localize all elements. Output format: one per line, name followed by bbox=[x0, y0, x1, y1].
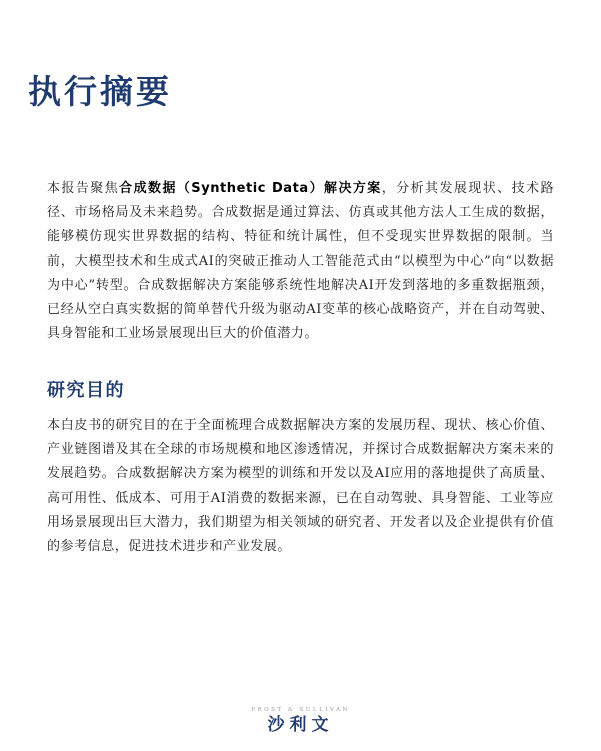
frost-sullivan-logo bbox=[0, 706, 601, 736]
logo-chinese-text: 沙利文 bbox=[267, 715, 334, 735]
research-purpose-paragraph: 本白皮书的研究目的在于全面梳理合成数据解决方案的发展历程、现状、核心价值、产业链图谱及其在全球的市场规模和地区渗透情况，并探讨合成数据解决方案未来的发展趋势。合成数据解决方案为模型的训练和开发以及AI应用的落地提供了高质量、高可用性、低成本、可用于AI消费的数据来源，已在自动驾驶、具身智能、工业等应用场景展现出巨大潜力，我们期望为相关领域的研究者、开发者以及企业提供有价值的参考信息，促进技术进步和产业发展。 bbox=[47, 418, 554, 555]
research-purpose-heading: 研究目的 bbox=[47, 380, 125, 401]
summary-lead-text: 本报告聚焦 bbox=[47, 181, 120, 196]
summary-body-text: ，分析其发展现状、技术路径、市场格局及未来趋势。合成数据是通过算法、仿真或其他方法人工生成的数据，能够模仿现实世界数据的结构、特征和统计属性，但不受现实世界数据的限制。当前，大模型技术和生成式AI的突破正推动人工智能范式由“以模型为中心”向“以数据为中心”转型。合成数据解决方案能够系统性地解决AI开发到落地的多重数据瓶颈，已经从空白真实数据的简单替代升级为驱动AI变革的核心战略资产，并在自动驾驶、具身智能和工业场景展现出巨大的价值潜力。 bbox=[47, 181, 554, 342]
summary-bold-term: 合成数据（Synthetic Data）解决方案 bbox=[119, 181, 382, 196]
page-title: 执行摘要 bbox=[28, 72, 172, 111]
summary-paragraph bbox=[47, 177, 554, 346]
logo-english-text: FROST & SULLIVAN bbox=[251, 707, 350, 713]
